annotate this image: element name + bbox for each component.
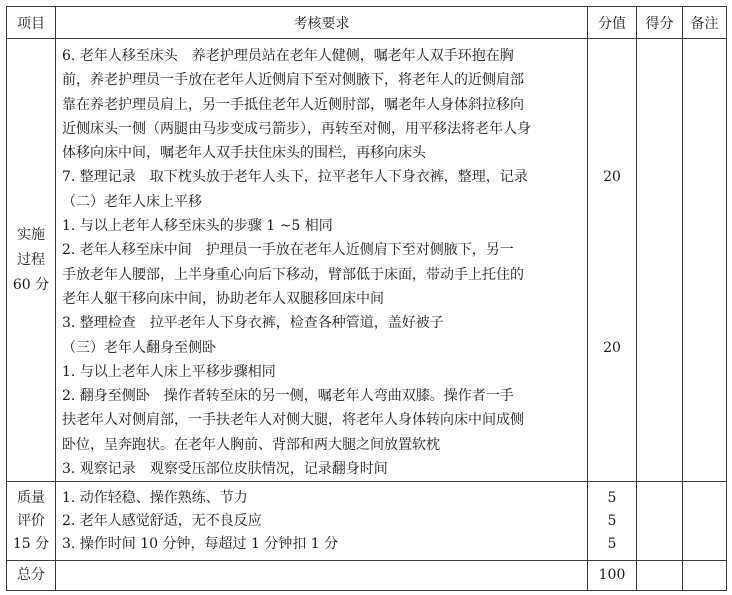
total-obtained-cell bbox=[637, 561, 683, 591]
header-requirements: 考核要求 bbox=[56, 7, 588, 39]
requirement-line: 1. 与以上老年人移至床头的步骤 1 ~5 相同 bbox=[62, 218, 333, 235]
score-cell: 5 bbox=[607, 512, 617, 529]
requirement-line: 1. 与以上老年人床上平移步骤相同 bbox=[62, 363, 276, 380]
total-label: 总分 bbox=[7, 561, 56, 591]
quality-requirements bbox=[56, 482, 588, 561]
requirement-line: 3. 观察记录 观察受压部位皮肤情况，记录翻身时间 bbox=[62, 461, 388, 478]
header-item: 项目 bbox=[7, 7, 56, 39]
header-remarks: 备注 bbox=[683, 7, 727, 39]
total-remarks-cell bbox=[683, 561, 727, 591]
quality-row bbox=[7, 482, 727, 561]
requirement-line: （三）老年人翻身至侧卧 bbox=[62, 339, 216, 356]
header-score: 分值 bbox=[588, 7, 637, 39]
process-obtained-cell bbox=[637, 39, 683, 482]
process-label-line: 60 分 bbox=[12, 276, 50, 293]
quality-label-line: 15 分 bbox=[12, 535, 50, 552]
quality-scores bbox=[588, 482, 637, 561]
process-label-line: 实施 bbox=[17, 226, 45, 243]
requirement-line: 3. 整理检查 拉平老年人下身衣裤，检查各种管道，盖好被子 bbox=[62, 315, 444, 332]
header-row bbox=[7, 7, 727, 39]
quality-item: 3. 操作时间 10 分钟，每超过 1 分钟扣 1 分 bbox=[62, 535, 339, 552]
requirement-line: 2. 翻身至侧卧 操作者转至床的另一侧，嘱老年人弯曲双膝。操作者一手 bbox=[62, 388, 514, 405]
requirement-line: （二）老年人床上平移 bbox=[62, 193, 202, 210]
score-cell: 5 bbox=[607, 489, 617, 506]
process-label-line: 过程 bbox=[17, 251, 45, 268]
process-row bbox=[7, 39, 727, 482]
requirement-line: 近侧床头一侧（两腿由马步变成弓箭步），再转至对侧，用平移法将老年人身 bbox=[62, 120, 531, 137]
requirement-line: 老年人躯干移向床中间，协助老年人双腿移回床中间 bbox=[62, 290, 384, 307]
process-label bbox=[7, 39, 56, 482]
quality-item: 1. 动作轻稳、操作熟练、节力 bbox=[62, 489, 248, 506]
quality-label-line: 评价 bbox=[17, 512, 45, 529]
score-cell: 5 bbox=[607, 535, 617, 552]
quality-label bbox=[7, 482, 56, 561]
requirement-line: 手放老年人腰部，上半身重心向后下移动，臂部低于床面，带动手上托住的 bbox=[62, 266, 524, 283]
total-requirements-cell bbox=[56, 561, 588, 591]
quality-obtained-cell bbox=[637, 482, 683, 561]
total-score: 100 bbox=[588, 561, 637, 591]
requirement-line: 前，养老护理员一手放在老年人近侧肩下至对侧腋下，将老年人的近侧肩部 bbox=[62, 72, 524, 89]
score-cell: 20 bbox=[603, 169, 621, 186]
requirement-line: 扶老年人对侧肩部，一手扶老年人对侧大腿，将老年人身体转向床中间成侧 bbox=[62, 412, 524, 429]
score-cell: 20 bbox=[603, 339, 621, 356]
requirement-line: 6. 老年人移至床头 养老护理员站在老年人健侧，嘱老年人双手环抱在胸 bbox=[62, 48, 514, 64]
quality-remarks-cell bbox=[683, 482, 727, 561]
requirement-line: 卧位，呈奔跑状。在老年人胸前、背部和两大腿之间放置软枕 bbox=[62, 436, 440, 453]
process-scores bbox=[588, 39, 637, 482]
process-requirements bbox=[56, 39, 588, 482]
requirement-line: 体移向床中间，嘱老年人双手扶住床头的围栏，再移向床头 bbox=[62, 145, 426, 162]
header-obtained: 得分 bbox=[637, 7, 683, 39]
total-row bbox=[7, 561, 727, 591]
process-remarks-cell bbox=[683, 39, 727, 482]
requirement-line: 2. 老年人移至床中间 护理员一手放在老年人近侧肩下至对侧腋下，另一 bbox=[62, 242, 514, 259]
quality-item: 2. 老年人感觉舒适，无不良反应 bbox=[62, 512, 262, 529]
requirement-line: 7. 整理记录 取下枕头放于老年人头下，拉平老年人下身衣裤，整理，记录 bbox=[62, 169, 528, 186]
quality-label-line: 质量 bbox=[17, 489, 45, 506]
requirement-line: 靠在养老护理员肩上，另一手抵住老年人近侧肘部，嘱老年人身体斜拉移向 bbox=[62, 96, 524, 113]
assessment-table bbox=[6, 6, 727, 591]
